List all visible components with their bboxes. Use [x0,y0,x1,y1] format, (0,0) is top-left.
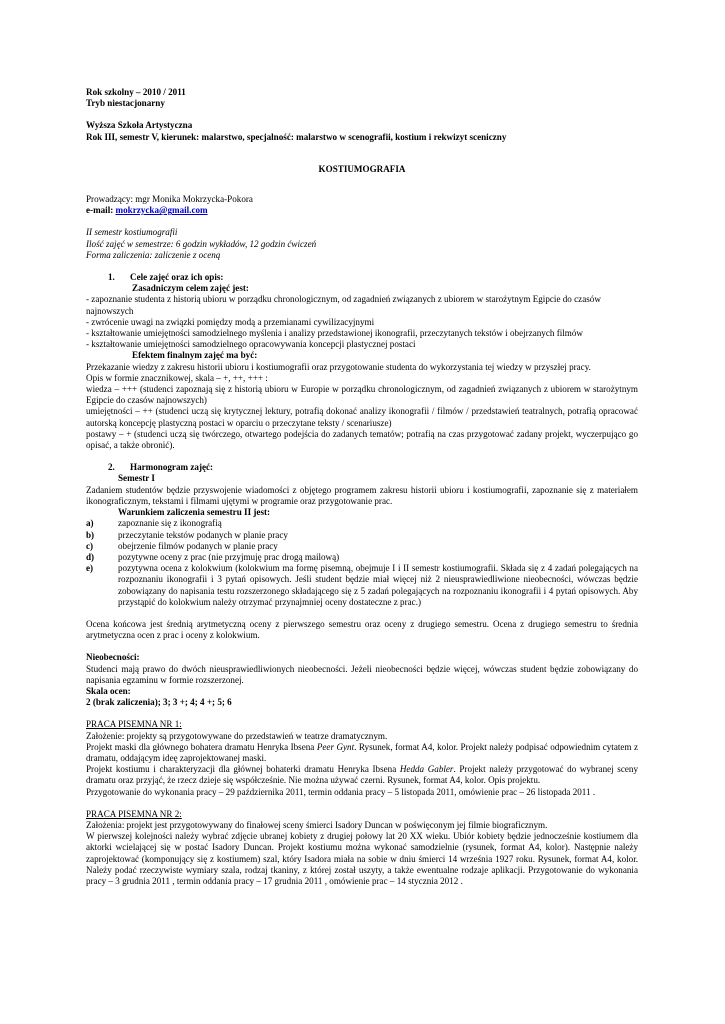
goal-item: - zwrócenie uwagi na związki pomiędzy modą a przemianami cywilizacyjnymi [86,316,375,327]
section-number: 2. [108,462,115,473]
info-hours: Ilość zajęć w semestrze: 6 godzin wykładów, 12 godzin ćwiczeń [86,238,317,249]
effect-paragraph: wiedza – +++ (studenci zapoznają się z historią ubioru w Europie w porządku chronologicznym, od zagadnień związanych z ubiorem w starożytnym Egipcie do czasów najnowszych) [86,384,638,406]
work-2-assumption: Założenia: projekt jest przygotowywany do finałowej sceny śmierci Isadory Duncan w poświęconym jej filmie biograficznym. [86,819,548,830]
work-1-costume: Projekt kostiumu i charakteryzacji dla głównej bohaterki dramatu Henryka Ibsena Hedda Gabler. Projekt należy przygotować do wybranej sceny dramatu oraz przyjąć, że rzecz dzieje się współcześnie. Nie można używać czerni. Rysunek, format A4, kolor. Opis projektu. [86,764,639,786]
school-name: Wyższa Szkoła Artystyczna [86,120,193,131]
school-year: Rok szkolny – 2010 / 2011 [86,87,186,97]
effect-paragraph: umiejętności – ++ (studenci uczą się krytycznej lektury, potrafią dokonać analizy ikonografii / filmów / przedstawień teatralnych, potrafią opracować autorską koncepcję plastyczną postaci w oparciu o przeczytane teksty / scenariusze) [86,406,638,428]
work-2-heading: PRACA PISEMNA NR 2: [86,808,182,819]
work-1-mask: Projekt maski dla głównego bohatera dramatu Henryka Ibsena Peer Gynt. Rysunek, format A4, kolor. Projekt należy podpisać odpowiednim cytatem z dramatu, oddającym ideę zaprojektowanej maski. [86,741,638,763]
absences-text: Studenci mają prawo do dwóch nieusprawiedliwionych nieobecności. Jeżeli nieobecności będzie więcej, wówczas student będzie zobowiązany do napisania egzaminu w formie rozszerzonej. [86,663,638,685]
goal-item: - zapoznanie studenta z historią ubioru w porządku chronologicznym, od zagadnień związanych z ubiorem w starożytnym Egipcie do czasów najnowszych [86,294,601,316]
goal-item: - kształtowanie umiejętności samodzielnego myślenia i analizy przedstawionej ikonografii, przeczytanych tekstów i obejrzanych filmów [86,328,583,339]
semester-heading: Semestr I [118,473,155,484]
course-info: Rok III, semestr V, kierunek: malarstwo, specjalność: malarstwo w scenografii, kostium i rekwizyt sceniczny [86,131,507,142]
section-number: 1. [108,272,115,283]
email-line [86,205,638,216]
grade-scale: 2 (brak zaliczenia); 3; 3 +; 4; 4 +; 5; 6 [86,697,232,708]
email-link[interactable]: mokrzycka@gmail.com [115,205,208,216]
absences-heading: Nieobecności: [86,652,140,663]
document-page [86,87,638,887]
conditions-heading: Warunkiem zaliczenia semestru II jest: [118,507,271,518]
list-item: c) obejrzenie filmów podanych w planie pracy [86,540,278,551]
work-2-description: W pierwszej kolejności należy wybrać zdjęcie ubranej kobiety z drugiej połowy lat 20 XX wieku. Ubiór kobiety będzie jednocześnie kostiumem dla aktorki wcielającej się w postać Isadory Duncan. Projekt kostiumu można wykonać samodzielnie (rysunek, format A4, kolor). Następnie należy zaprojektować (komponujący się z kostiumem) szal, który Isadora miała na sobie w dniu śmierci 14 września 1927 roku. Rysunek, format A4, kolor. Należy podać rzeczywiste wymiary szala, rodzaj tkaniny, z której został uszyty, a także ewentualne rodzaje aplikacji. Przygotowanie do wykonania pracy – 3 grudnia 2011 , termin oddania pracy – 17 grudnia 2011 , omówienie prac – 14 stycznia 2012 . [86,831,638,886]
conditions-list [86,518,638,608]
section-1-heading: 1. Cele zajęć oraz ich opis: [108,272,224,283]
semester-task: Zadaniem studentów będzie przyswojenie wiadomości z objętego programem zakresu historii ubioru i kostiumografii, zapoznanie się z materiałem ikonograficznym, tekstami i filmami ujętymi w programie oraz przygotowanie prac. [86,484,638,506]
list-item: a) zapoznanie się z ikonografią [86,518,222,529]
section-2-heading: 2. Harmonogram zajęć: [108,462,214,473]
effect-paragraph: Opis w formie znacznikowej, skala – +, ++, +++ : [86,372,268,383]
effect-heading: Efektem finalnym zajęć ma być: [132,350,258,361]
list-item: d) pozytywne oceny z prac (nie przyjmuję prac drogą mailową) [86,551,340,562]
info-semester: II semestr kostiumografii [86,227,178,238]
goal-item: - kształtowanie umiejętności samodzielnego opracowywania koncepcji plastycznej postaci [86,339,416,350]
work-1-assumption: Założenie: projekty są przygotowywane do przedstawień w teatrze dramatycznym. [86,730,388,741]
list-item: e) pozytywna ocena z kolokwium (kolokwium ma formę pisemną, obejmuje I i II semestr kostiumografii. Składa się z 4 zadań polegających na rozpoznaniu ikonografii i 3 pytań opisowych. Jeśli student będzie miał więcej niż 2 nieusprawiedliwione nieobecności, wówczas będzie zobowiązany do napisania testu rozszerzonego składającego się z 5 zadań polegających na rozpoznaniu ikonografii i 4 pytań opisowych. Aby przystąpić do kolokwium należy otrzymać przynajmniej oceny dostateczne z prac.) [86,563,638,607]
email-label: e-mail: [86,205,116,216]
effect-paragraph: postawy – + (studenci uczą się twórczego, otwartego podejścia do zadanych tematów; potrafią na czas przygotować zadany projekt, wyczerpująco go opisać, a także obronić). [86,428,638,451]
list-item: b) przeczytanie tekstów podanych w planie pracy [86,529,288,540]
work-1-dates: Przygotowanie do wykonania pracy – 29 października 2011, termin oddania pracy – 5 listopada 2011, omówienie prac – 26 listopada 2011 . [86,786,596,797]
work-1-heading: PRACA PISEMNA NR 1: [86,719,182,730]
document-title: KOSTIUMOGRAFIA [318,163,406,174]
teacher: Prowadzący: mgr Monika Mokrzycka-Pokora [86,194,253,205]
info-form: Forma zaliczenia: zaliczenie z oceną [86,249,221,260]
final-grade-info: Ocena końcowa jest średnią arytmetyczną oceny z pierwszego semestru oraz oceny z drugiego semestru. Ocena z drugiego semestru to średnia arytmetyczna ocen z prac i oceny z kolokwium. [86,618,638,641]
section-1-subheading: Zasadniczym celem zajęć jest: [132,283,249,294]
study-mode: Tryb niestacjonarny [86,98,165,109]
grade-scale-heading: Skala ocen: [86,685,131,696]
effect-paragraph: Przekazanie wiedzy z zakresu historii ubioru i kostiumografii oraz przygotowanie studenta do wykorzystania tej wiedzy w przyszłej pracy. [86,361,591,372]
